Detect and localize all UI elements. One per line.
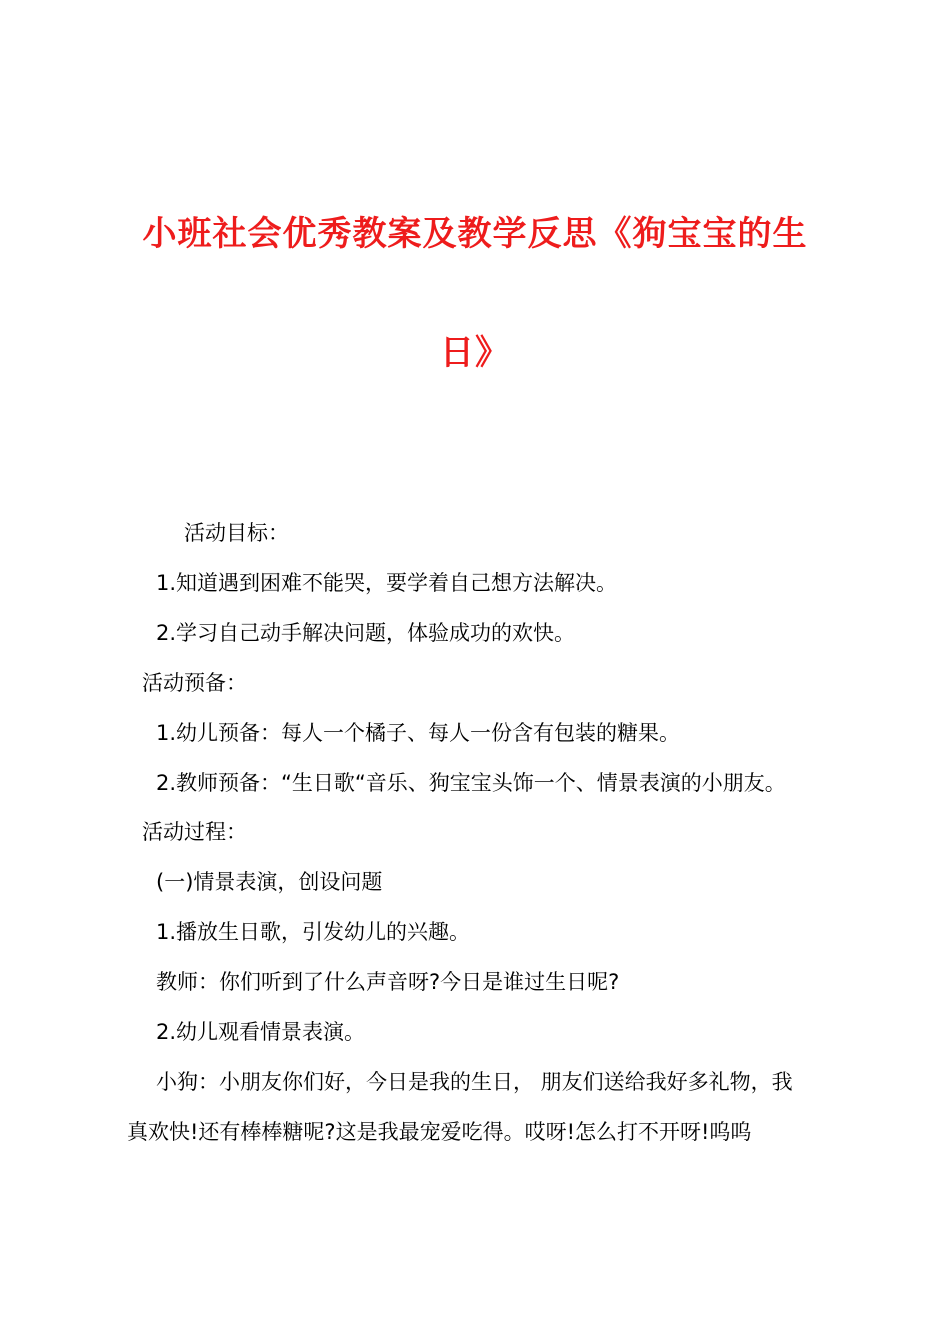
paragraph-preparation-2: 2.教师预备：“生日歌“音乐、狗宝宝头饰一个、情景表演的小朋友。 bbox=[156, 771, 786, 795]
paragraph-puppy-line-1: 小狗：小朋友你们好，今日是我的生日， 朋友们送给我好多礼物，我 bbox=[156, 1070, 793, 1094]
paragraph-preparation-1: 1.幼儿预备：每人一个橘子、每人一份含有包装的糖果。 bbox=[156, 721, 681, 745]
paragraph-puppy-line-2: 真欢快!还有棒棒糖呢?这是我最宠爱吃得。哎呀!怎么打不开呀!呜呜 bbox=[127, 1120, 752, 1144]
paragraph-step-1: 1.播放生日歌，引发幼儿的兴趣。 bbox=[156, 920, 471, 944]
paragraph-teacher-line: 教师：你们听到了什么声音呀?今日是谁过生日呢? bbox=[156, 970, 620, 994]
document-title-line-1: 小班社会优秀教案及教学反思《狗宝宝的生 bbox=[142, 214, 808, 254]
paragraph-goal-1: 1.知道遇到困难不能哭，要学着自己想方法解决。 bbox=[156, 571, 618, 595]
paragraph-section-1-heading: (一)情景表演，创设问题 bbox=[156, 870, 383, 894]
paragraph-goal-2: 2.学习自己动手解决问题，体验成功的欢快。 bbox=[156, 621, 576, 645]
document-title-line-2: 日》 bbox=[440, 333, 510, 373]
paragraph-process-heading: 活动过程： bbox=[142, 820, 247, 844]
paragraph-preparation-heading: 活动预备： bbox=[142, 671, 247, 695]
paragraph-step-2: 2.幼儿观看情景表演。 bbox=[156, 1020, 366, 1044]
paragraph-activity-goals-heading: 活动目标： bbox=[184, 521, 289, 545]
